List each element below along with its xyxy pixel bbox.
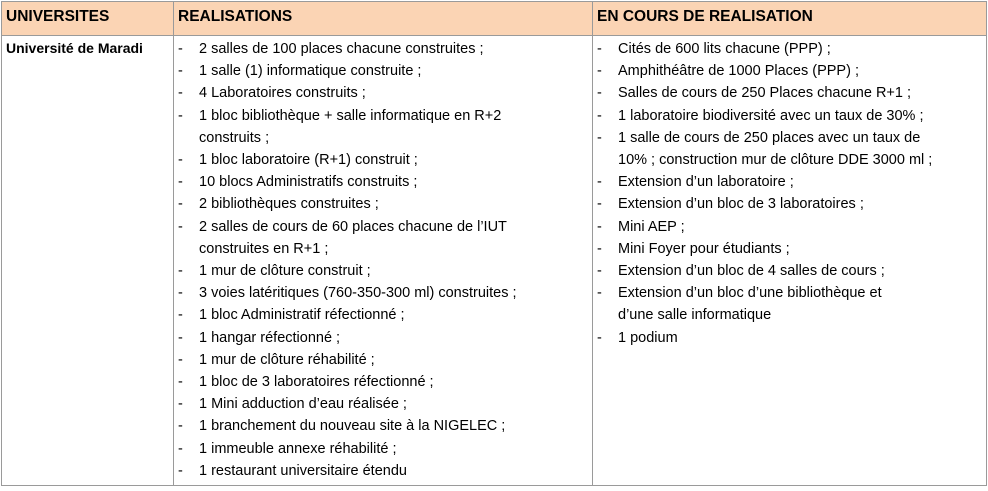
bullet-dash: - (178, 285, 183, 302)
list-item-text: 10 blocs Administratifs construits ; (199, 174, 418, 191)
achievements-table (1, 1, 987, 486)
list-item (597, 38, 986, 60)
list-item (597, 216, 986, 238)
list-item (597, 60, 986, 82)
list-item (178, 60, 592, 82)
list-item-text: Mini Foyer pour étudiants ; (618, 240, 790, 257)
list-item-text: Extension d’un laboratoire ; (618, 174, 794, 191)
bullet-dash: - (597, 174, 602, 191)
table-row (2, 36, 987, 486)
list-item (178, 171, 592, 193)
list-item-text: 1 bloc laboratoire (R+1) construit ; (199, 152, 418, 169)
bullet-dash: - (178, 152, 183, 169)
list-item (597, 171, 986, 193)
list-item (178, 327, 592, 349)
list-item (597, 327, 986, 349)
list-item (597, 127, 986, 171)
list-item-text: Extension d’un bloc de 3 laboratoires ; (618, 196, 864, 213)
bullet-dash: - (178, 462, 183, 479)
list-item-text: 1 bloc de 3 laboratoires réfectionné ; (199, 374, 434, 391)
list-item-text: Salles de cours de 250 Places chacune R+1 ; (618, 85, 912, 102)
header-row (2, 2, 987, 36)
list-item (178, 216, 592, 260)
bullet-dash: - (597, 285, 602, 302)
list-item (178, 260, 592, 282)
bullet-dash: - (597, 329, 602, 346)
list-item-text: 1 bloc bibliothèque + salle informatique en R+2 (199, 107, 502, 124)
bullet-dash: - (178, 41, 183, 57)
list-item-text: 4 Laboratoires construits ; (199, 85, 366, 102)
list-item (178, 371, 592, 393)
list-item-text: Mini AEP ; (618, 218, 685, 235)
bullet-dash: - (178, 396, 183, 413)
list-item (178, 149, 592, 171)
list-item (178, 282, 592, 304)
list-item (178, 349, 592, 371)
list-item-text: 2 salles de 100 places chacune construites ; (199, 41, 484, 57)
list-item-text: 1 mur de clôture construit ; (199, 263, 371, 280)
list-item (178, 304, 592, 326)
bullet-dash: - (597, 263, 602, 280)
bullet-dash: - (597, 196, 602, 213)
list-item-text: 1 salle (1) informatique construite ; (199, 63, 422, 80)
list-item-text: 3 voies latéritiques (760-350-300 ml) construites ; (199, 285, 517, 302)
list-item (597, 260, 986, 282)
university-name: Université de Maradi (2, 36, 174, 486)
list-item (178, 38, 592, 60)
bullet-dash: - (178, 329, 183, 346)
list-item-text: 1 hangar réfectionné ; (199, 329, 341, 346)
list-item (597, 82, 986, 104)
bullet-dash: - (178, 218, 183, 235)
bullet-dash: - (178, 174, 183, 191)
list-item-text: 2 salles de cours de 60 places chacune de l’IUT (199, 218, 507, 235)
list-item-text: Cités de 600 lits chacune (PPP) ; (618, 41, 831, 57)
bullet-dash: - (597, 85, 602, 102)
header-realisations: REALISATIONS (174, 2, 593, 36)
list-item (178, 82, 592, 104)
list-item-text: 2 bibliothèques construites ; (199, 196, 379, 213)
list-item-text: 1 salle de cours de 250 places avec un taux de (618, 129, 921, 146)
bullet-dash: - (597, 63, 602, 80)
bullet-dash: - (178, 418, 183, 435)
bullet-dash: - (178, 374, 183, 391)
realisations-cell (174, 36, 593, 486)
list-item-text: 1 immeuble annexe réhabilité ; (199, 440, 397, 457)
bullet-dash: - (178, 351, 183, 368)
list-item (178, 393, 592, 415)
list-item (597, 282, 986, 326)
list-item-text: d’une salle informatique (618, 307, 772, 324)
bullet-dash: - (597, 218, 602, 235)
bullet-dash: - (178, 196, 183, 213)
bullet-dash: - (597, 107, 602, 124)
list-item (178, 415, 592, 437)
en-cours-cell (593, 36, 987, 486)
list-item (178, 460, 592, 482)
en-cours-list (597, 36, 986, 349)
list-item-text: 10% ; construction mur de clôture DDE 3000 ml ; (618, 152, 933, 169)
bullet-dash: - (178, 263, 183, 280)
bullet-dash: - (597, 240, 602, 257)
list-item-text: 1 mur de clôture réhabilité ; (199, 351, 375, 368)
list-item (597, 105, 986, 127)
bullet-dash: - (178, 85, 183, 102)
realisations-list (178, 36, 592, 482)
list-item (178, 105, 592, 149)
list-item-text: construits ; (199, 129, 270, 146)
header-en-cours: EN COURS DE REALISATION (593, 2, 987, 36)
list-item-text: Extension d’un bloc de 4 salles de cours ; (618, 263, 885, 280)
list-item-text: 1 Mini adduction d’eau réalisée ; (199, 396, 407, 413)
list-item (597, 238, 986, 260)
bullet-dash: - (597, 129, 602, 146)
bullet-dash: - (178, 63, 183, 80)
list-item (597, 193, 986, 215)
list-item-text: 1 laboratoire biodiversité avec un taux de 30% ; (618, 107, 924, 124)
list-item-text: 1 restaurant universitaire étendu (199, 462, 407, 479)
list-item-text: Extension d’un bloc d’une bibliothèque et (618, 285, 882, 302)
list-item-text: 1 bloc Administratif réfectionné ; (199, 307, 405, 324)
bullet-dash: - (178, 107, 183, 124)
list-item-text: construites en R+1 ; (199, 240, 329, 257)
list-item-text: Amphithéâtre de 1000 Places (PPP) ; (618, 63, 859, 80)
list-item-text: 1 podium (618, 329, 678, 346)
header-universites: UNIVERSITES (2, 2, 174, 36)
bullet-dash: - (597, 41, 602, 57)
list-item (178, 438, 592, 460)
bullet-dash: - (178, 440, 183, 457)
bullet-dash: - (178, 307, 183, 324)
list-item-text: 1 branchement du nouveau site à la NIGELEC ; (199, 418, 506, 435)
list-item (178, 193, 592, 215)
